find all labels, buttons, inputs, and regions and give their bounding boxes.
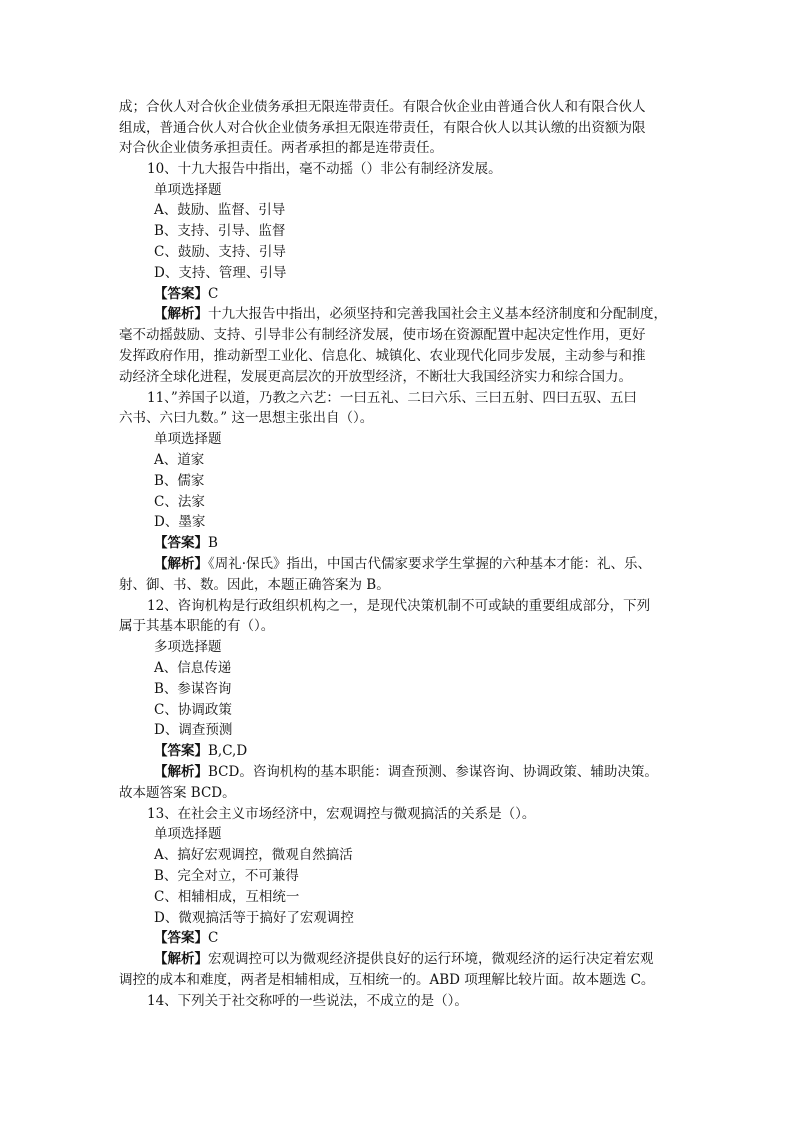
analysis-line: 射、御、书、数。因此，本题正确答案为 B。 [119,577,390,593]
analysis-line: 动经济全球化进程，发展更高层次的开放型经济，不断壮大我国经济实力和综合国力。 [119,369,632,385]
question-11-answer [154,533,218,554]
question-10-option-d: D、支持、管理、引导 [154,265,287,281]
question-12-answer [154,741,247,762]
question-11-option-a: A、道家 [154,452,205,468]
analysis-label: 【解析】 [154,306,208,322]
answer-label: 【答案】 [154,743,208,759]
question-13-answer [154,928,218,949]
question-13-option-c: C、相辅相成，互相统一 [154,889,300,905]
answer-label: 【答案】 [154,535,208,551]
question-10-option-b: B、支持、引导、监督 [154,223,286,239]
question-11-type: 单项选择题 [154,431,222,447]
analysis-line: 调控的成本和难度，两者是相辅相成，互相统一的。ABD 项理解比较片面。故本题选 C。 [119,972,655,988]
question-10-text: 10、十九大报告中指出，毫不动摇（）非公有制经济发展。 [147,161,502,177]
question-13-option-d: D、微观搞活等于搞好了宏观调控 [154,910,354,926]
question-13-option-a: A、搞好宏观调控，微观自然搞活 [154,847,353,863]
analysis-text: 《周礼·保氏》指出，中国古代儒家要求学生掌握的六种基本才能：礼、乐、 [208,556,652,572]
analysis-label: 【解析】 [154,556,208,572]
analysis-text: BCD。咨询机构的基本职能：调查预测、参谋咨询、协调政策、辅助决策。 [208,764,658,780]
question-11-text: 11、”养国子以道，乃教之六艺：一曰五礼、二曰六乐、三曰五射、四曰五驭、五曰 [147,390,637,406]
analysis-line: 故本题答案 BCD。 [119,785,236,801]
question-10-answer [154,284,218,305]
answer-value: B,C,D [208,743,248,759]
question-11-analysis [154,554,651,575]
question-10-type: 单项选择题 [154,182,222,198]
question-11-option-d: D、墨家 [154,514,206,530]
analysis-label: 【解析】 [154,951,208,967]
paragraph-line: 组成，普通合伙人对合伙企业债务承担无限连带责任，有限合伙人以其认缴的出资额为限 [119,120,646,136]
question-12-text: 12、咨询机构是行政组织机构之一，是现代决策机制不可或缺的重要组成部分，下列 [147,598,651,614]
question-13-text: 13、在社会主义市场经济中，宏观调控与微观搞活的关系是（）。 [147,806,536,822]
answer-label: 【答案】 [154,286,208,302]
question-12-option-c: C、协调政策 [154,702,232,718]
question-14-text: 14、下列关于社交称呼的一些说法，不成立的是（）。 [147,993,468,1009]
answer-value: C [208,286,219,302]
analysis-line: 毫不动摇鼓励、支持、引导非公有制经济发展，使市场在资源配置中起决定性作用，更好 [119,327,646,343]
question-10-analysis [154,304,667,325]
question-12-type: 多项选择题 [154,639,222,655]
answer-value: B [208,535,218,551]
question-12-option-b: B、参谋咨询 [154,681,232,697]
question-13-option-b: B、完全对立，不可兼得 [154,868,299,884]
question-12-analysis [154,762,658,783]
paragraph-line: 对合伙企业债务承担责任。两者承担的都是连带责任。 [119,140,443,156]
analysis-text: 宏观调控可以为微观经济提供良好的运行环境，微观经济的运行决定着宏观 [208,951,654,967]
question-12-option-a: A、信息传递 [154,660,232,676]
analysis-text: 十九大报告中指出，必须坚持和完善我国社会主义基本经济制度和分配制度， [208,306,667,322]
paragraph-line: 成；合伙人对合伙企业债务承担无限连带责任。有限合伙企业由普通合伙人和有限合伙人 [119,99,646,115]
analysis-line: 发挥政府作用，推动新型工业化、信息化、城镇化、农业现代化同步发展，主动参与和推 [119,348,646,364]
answer-label: 【答案】 [154,930,208,946]
question-13-type: 单项选择题 [154,826,222,842]
question-10-option-a: A、鼓励、监督、引导 [154,202,286,218]
analysis-label: 【解析】 [154,764,208,780]
question-11-option-b: B、儒家 [154,473,205,489]
question-11-text-cont: 六书、六曰九数。” 这一思想主张出自（）。 [119,410,374,426]
question-12-text-cont: 属于其基本职能的有（）。 [119,618,275,634]
question-10-option-c: C、鼓励、支持、引导 [154,244,286,260]
question-12-option-d: D、调查预测 [154,722,233,738]
question-13-analysis [154,949,654,970]
question-11-option-c: C、法家 [154,494,205,510]
answer-value: C [208,930,219,946]
